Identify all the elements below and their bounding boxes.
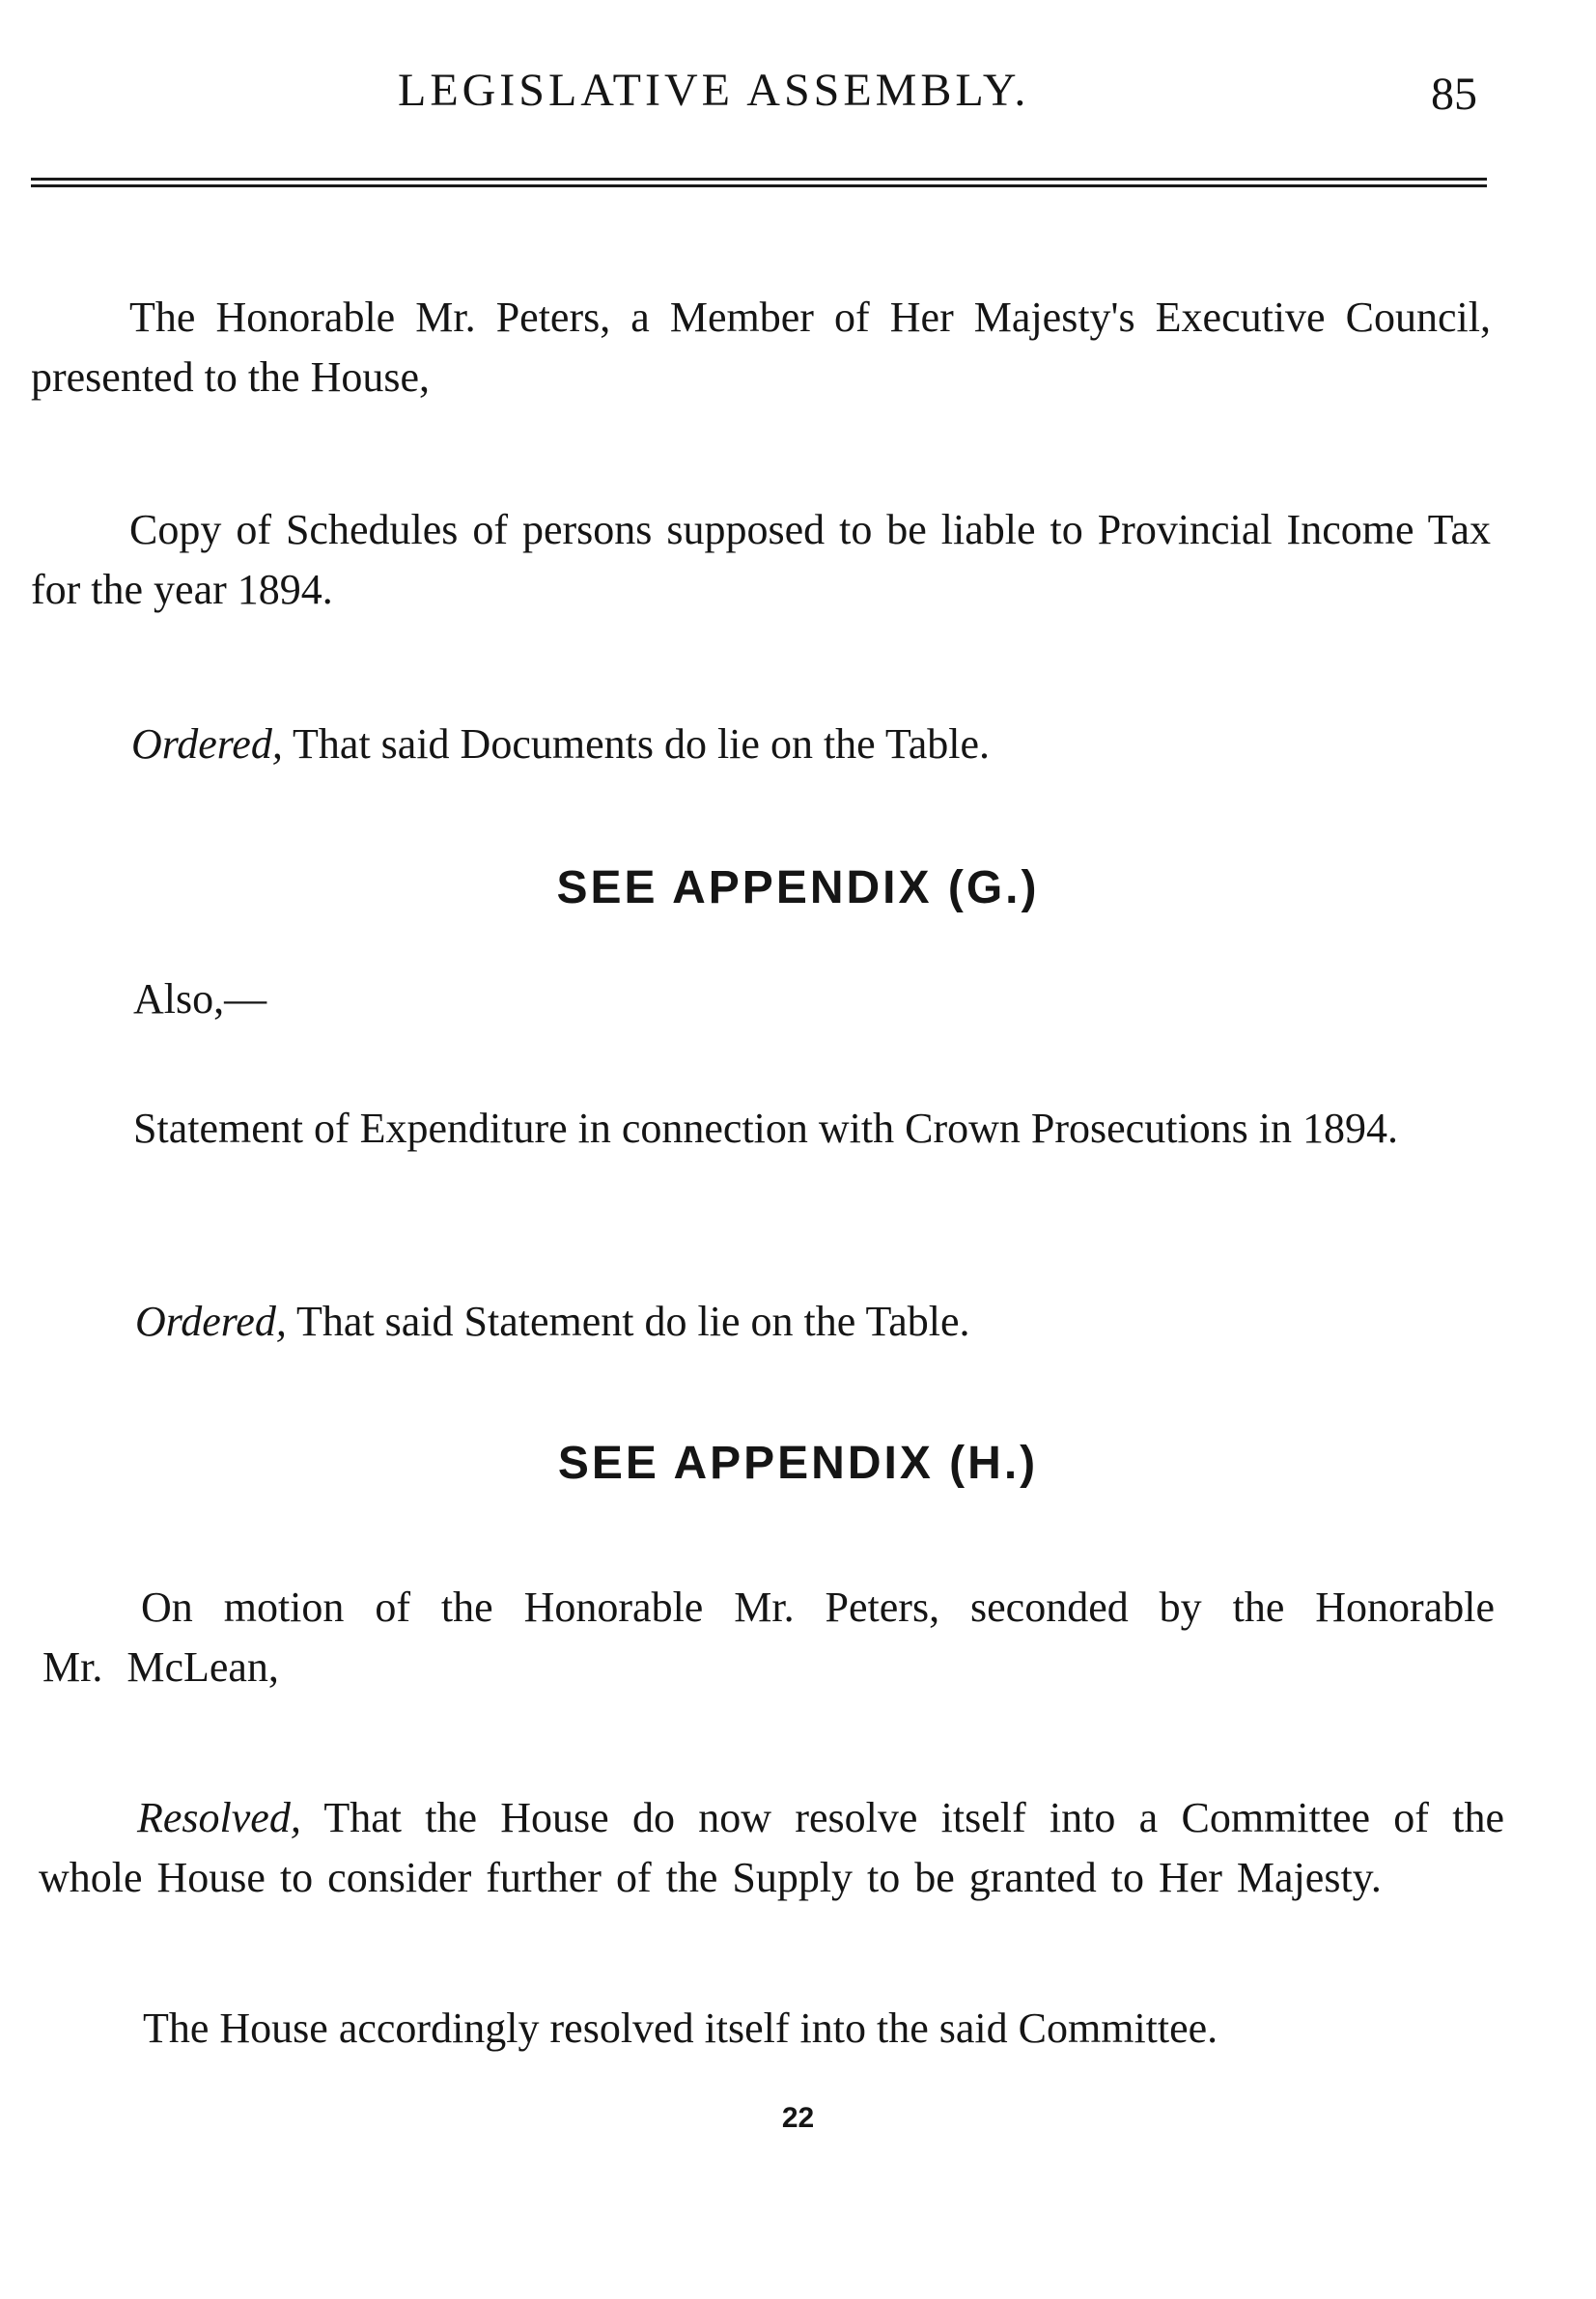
ordered-lead: Ordered, [131, 720, 283, 768]
paragraph-income-tax-schedules: Copy of Schedules of persons supposed to be liable to Provincial Income Tax for the year 1894. [31, 506, 1491, 613]
running-head [0, 62, 1596, 120]
paragraph-presentation: The Honorable Mr. Peters, a Member of Her Majesty's Executive Council, presented to the House, [31, 294, 1491, 401]
resolved-text: That the House do now resolve itself into a Committee of the whole House to consider further of the Supply to be granted to Her Majesty. [39, 1794, 1504, 1901]
page-number: 85 [1431, 69, 1477, 120]
header-double-rule [31, 178, 1487, 187]
paragraph-committee: The House accordingly resolved itself into the said Committee. [143, 2005, 1218, 2052]
paragraph-also: Also,— [133, 975, 267, 1023]
appendix-g-heading: SEE APPENDIX (G.) [556, 862, 1040, 913]
signature-mark: 22 [781, 2102, 815, 2134]
appendix-h-heading: SEE APPENDIX (H.) [557, 1438, 1039, 1489]
running-title: LEGISLATIVE ASSEMBLY. [398, 65, 1030, 116]
ordered-text: That said Statement do lie on the Table. [296, 1298, 970, 1345]
paragraph-ordered-statement [135, 1292, 1506, 1352]
ordered-lead: Ordered, [135, 1298, 287, 1345]
paragraph-resolved [39, 1788, 1504, 1908]
paragraph-crown-prosecutions: Statement of Expenditure in connection with Crown Prosecutions in 1894. [133, 1105, 1399, 1152]
resolved-lead: Resolved, [137, 1794, 301, 1841]
paragraph-ordered-documents [131, 715, 1502, 774]
paragraph-motion: On motion of the Honorable Mr. Peters, seconded by the Honorable Mr. McLean, [42, 1584, 1495, 1691]
ordered-text: That said Documents do lie on the Table. [293, 720, 990, 768]
